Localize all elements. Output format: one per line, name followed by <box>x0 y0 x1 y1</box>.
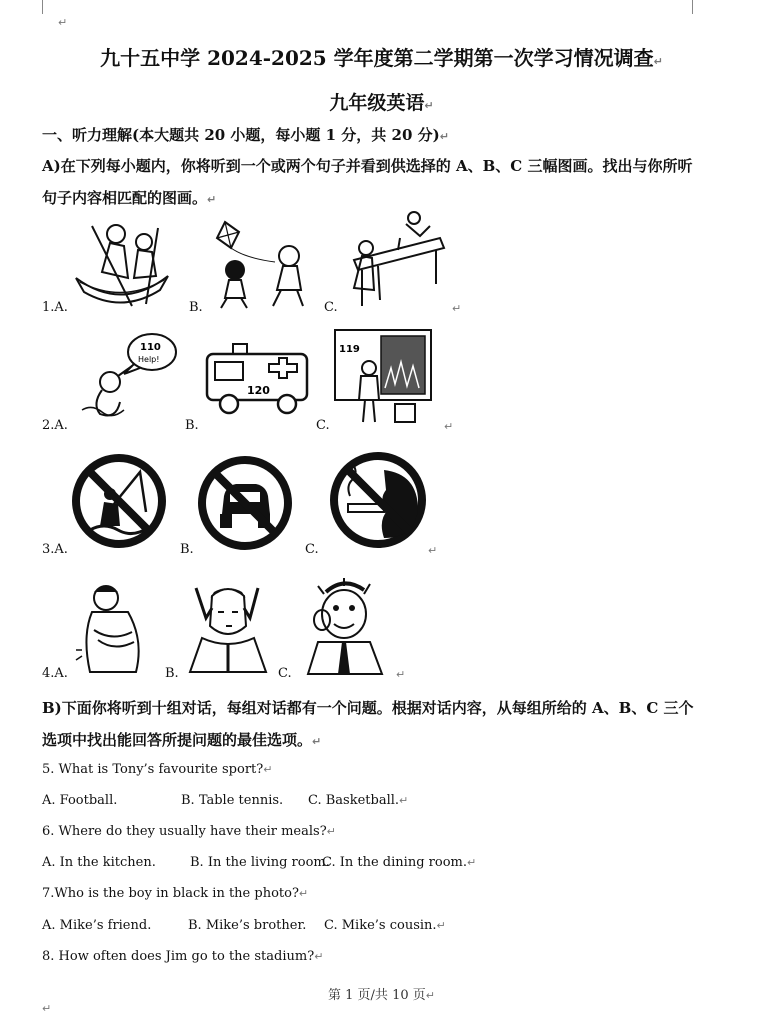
toothache-picture <box>296 576 394 676</box>
q1-label-a: 1.A. <box>42 300 68 315</box>
table-tennis-picture <box>344 208 450 312</box>
kite-flying-picture <box>205 218 315 310</box>
page-footer: 第 1 页/共 10 页↵ <box>328 988 435 1003</box>
q4-label-b: B. <box>165 666 179 681</box>
question-5: 5. What is Tony’s favourite sport?↵ <box>42 762 273 777</box>
headache-picture <box>182 578 272 674</box>
help-number-text: 110 <box>140 342 161 353</box>
q4-label-a: 4.A. <box>42 666 68 681</box>
q4-label-c: C. <box>278 666 292 681</box>
fire-call-picture <box>333 328 433 426</box>
question-7: 7.Who is the boy in black in the photo?↵ <box>42 886 309 901</box>
q2-label-c: C. <box>316 418 330 433</box>
no-driving-sign <box>196 454 294 552</box>
section-heading: 一、听力理解(本大题共 20 小题，每小题 1 分，共 20 分)↵ <box>42 126 449 144</box>
crop-mark-left <box>42 0 43 14</box>
crop-mark-right <box>692 0 693 14</box>
q3-label-a: 3.A. <box>42 542 68 557</box>
ambulance-picture <box>203 340 311 418</box>
ambulance-number-text: 120 <box>247 384 270 397</box>
q7-option-a: A. Mike’s friend. <box>42 918 152 933</box>
fire-number-text: 119 <box>339 344 360 355</box>
q6-option-c: C. In the dining room.↵ <box>322 855 477 870</box>
help-word-text: Help! <box>138 355 160 364</box>
q3-label-c: C. <box>305 542 319 557</box>
page-title: 九十五中学 2024-2025 学年度第二学期第一次学习情况调查↵ <box>100 46 663 70</box>
question-8: 8. How often does Jim go to the stadium?↵ <box>42 949 324 964</box>
q7-option-c: C. Mike’s cousin.↵ <box>324 918 446 933</box>
paragraph-mark-bottom: ↵ <box>42 1002 52 1015</box>
no-smoking-sign <box>328 450 428 550</box>
part-a-instructions: A)在下列每小题内，你将听到一个或两个句子并看到供选择的 A、B、C 三幅图画。找出与你所听句子内容相匹配的图画。↵ <box>42 157 693 207</box>
q6-option-b: B. In the living room. <box>190 855 330 870</box>
boat-rowing-picture <box>72 216 172 312</box>
q5-option-a: A. Football. <box>42 793 118 808</box>
no-fishing-sign <box>70 452 168 550</box>
page-subtitle: 九年级英语↵ <box>329 92 434 114</box>
q5-option-b: B. Table tennis. <box>181 793 284 808</box>
paragraph-mark: ↵ <box>58 16 68 29</box>
q2-label-a: 2.A. <box>42 418 68 433</box>
q5-option-c: C. Basketball.↵ <box>308 793 409 808</box>
q1-label-c: C. <box>324 300 338 315</box>
question-6: 6. Where do they usually have their meals?↵ <box>42 824 336 839</box>
q7-option-b: B. Mike’s brother. <box>188 918 307 933</box>
q6-option-a: A. In the kitchen. <box>42 855 156 870</box>
q3-label-b: B. <box>180 542 194 557</box>
stomachache-picture <box>72 580 162 680</box>
q2-label-b: B. <box>185 418 199 433</box>
q1-label-b: B. <box>189 300 203 315</box>
drowning-help-picture <box>72 330 180 422</box>
part-b-instructions: B)下面你将听到十组对话，每组对话都有一个问题。根据对话内容，从每组所给的 A、B、C 三个选项中找出能回答所提问题的最佳选项。↵ <box>42 699 694 749</box>
